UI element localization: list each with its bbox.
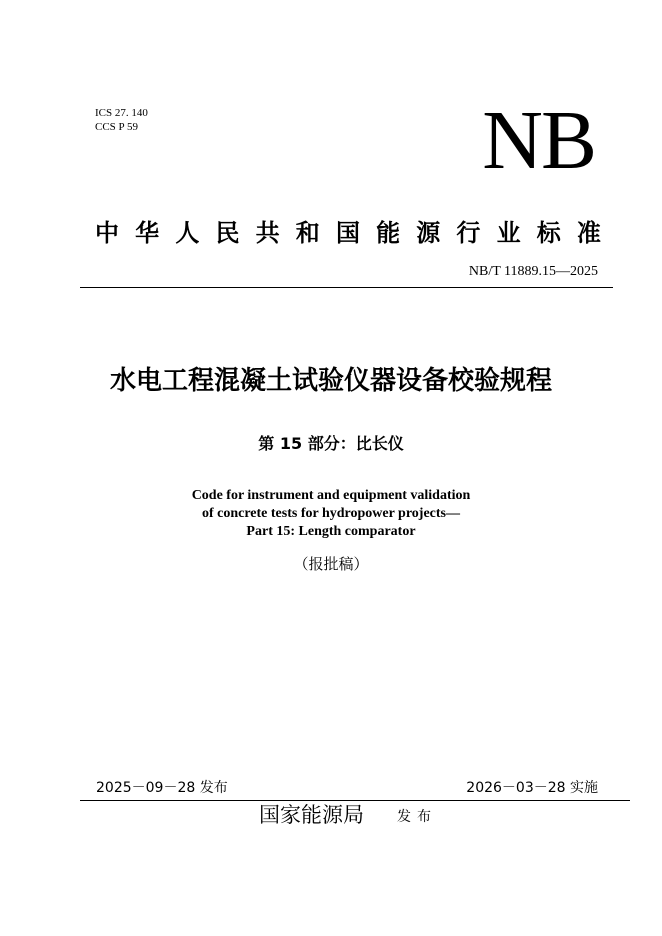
- title-en-line: Part 15: Length comparator: [246, 524, 416, 539]
- header-divider: [80, 287, 613, 288]
- category-char: 标: [536, 219, 561, 247]
- category-char: 能: [376, 219, 401, 247]
- issue-date: 2025－09－28 发布: [96, 780, 228, 796]
- category-char: 华: [135, 219, 160, 247]
- category-char: 和: [295, 219, 320, 247]
- category-char: 准: [576, 219, 601, 247]
- standard-category: [95, 216, 601, 250]
- category-char: 业: [496, 219, 521, 247]
- ccs-code: CCS P 59: [95, 121, 139, 133]
- ics-code: ICS 27. 140: [95, 107, 148, 119]
- document-title-cn: 水电工程混凝土试验仪器设备校验规程: [109, 366, 552, 396]
- publisher-name: 国家能源局: [259, 803, 364, 827]
- draft-status: （报批稿）: [293, 555, 369, 573]
- publish-label: 发布: [397, 809, 437, 825]
- category-char: 行: [456, 219, 481, 247]
- category-char: 源: [416, 219, 441, 247]
- implementation-date: 2026－03－28 实施: [466, 780, 598, 796]
- title-en-line: Code for instrument and equipment validation: [191, 488, 471, 503]
- category-char: 人: [175, 219, 200, 247]
- category-char: 中: [95, 219, 119, 247]
- category-char: 民: [215, 219, 240, 247]
- category-char: 国: [335, 219, 360, 247]
- nb-logo: NB: [482, 94, 595, 187]
- standard-number: NB/T 11889.15—2025: [468, 264, 598, 279]
- category-char: 共: [255, 219, 280, 247]
- title-en-line: of concrete tests for hydropower projects—: [201, 506, 461, 521]
- part-title-cn: 第 15 部分：比长仪: [258, 434, 404, 453]
